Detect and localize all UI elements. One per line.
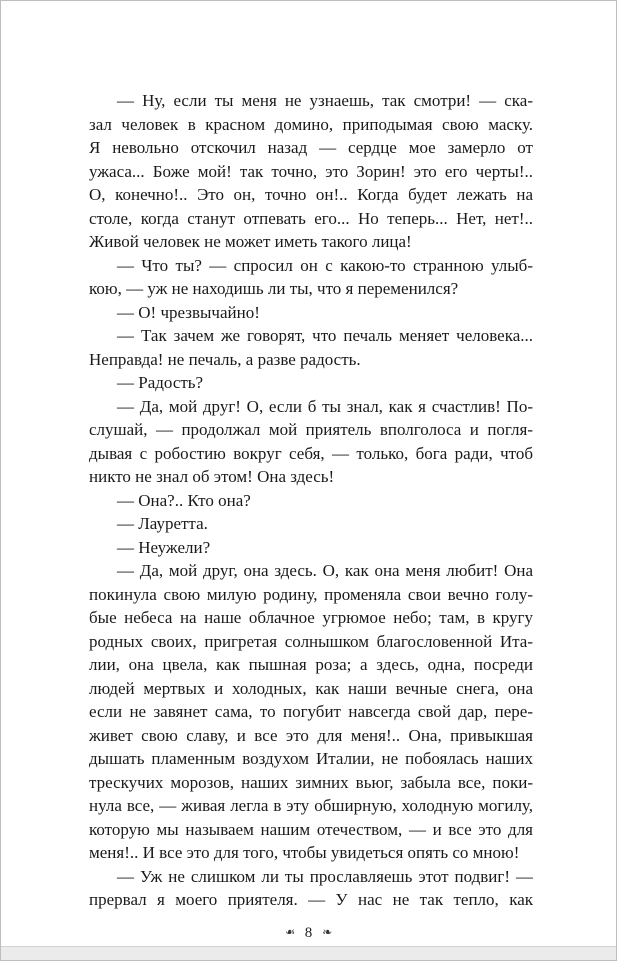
text-line: меня!.. И все это для того, чтобы увидеться опять со мною! bbox=[89, 843, 520, 862]
bottom-bar bbox=[1, 946, 616, 960]
text-line: — Да, мой друг! О, если б ты знал, как я счастлив! По- bbox=[117, 396, 533, 416]
text-line: если не завянет сама, то погубит навсегда свой дар, пере- bbox=[89, 702, 533, 721]
text-line: лии, она цвела, как пышная роза; а здесь, одна, посреди bbox=[89, 655, 533, 674]
text-line: — Ну, если ты меня не узнаешь, так смотри! — ска- bbox=[117, 91, 533, 110]
paragraph bbox=[89, 512, 533, 536]
paragraph bbox=[89, 865, 533, 912]
text-line: — Да, мой друг, она здесь. О, как она меня любит! Она bbox=[117, 561, 533, 580]
text-block bbox=[89, 89, 533, 912]
ornament-left-icon: ❧ bbox=[284, 925, 295, 939]
text-line: дывая с робостию вокруг себя, — только, бога ради, чтоб bbox=[89, 443, 533, 463]
text-line: живет свою славу, и все это для меня!.. Она, привыкшая bbox=[89, 725, 533, 745]
text-line: Неправда! не печаль, а разве радость. bbox=[89, 349, 361, 369]
paragraph bbox=[89, 371, 533, 395]
page-number: 8 bbox=[304, 925, 313, 941]
ornament-right-icon: ❧ bbox=[322, 925, 333, 939]
paragraph bbox=[89, 489, 533, 513]
text-line: — Неужели? bbox=[117, 537, 211, 557]
text-line: зал человек в красном домино, приподымая свою маску. bbox=[89, 114, 533, 134]
text-line: родных своих, пригретая солнышком благословенной Ита- bbox=[89, 631, 533, 651]
paragraph bbox=[89, 559, 533, 865]
text-line: — Радость? bbox=[117, 373, 204, 392]
text-line: дышать пламенным воздухом Италии, не побоялась наших bbox=[89, 749, 533, 768]
text-line: кою, — уж не находишь ли ты, что я переменился? bbox=[89, 279, 459, 298]
text-line: Я невольно отскочил назад — сердце мое замерло от bbox=[89, 138, 533, 157]
text-line: которую мы называем нашим отечеством, — и все это для bbox=[89, 819, 533, 839]
text-line: — Что ты? — спросил он с какою-то странною улыб- bbox=[117, 255, 533, 275]
text-line: никто не знал об этом! Она здесь! bbox=[89, 467, 335, 486]
text-line: ужаса... Боже мой! так точно, это Зорин! это его черты!.. bbox=[89, 161, 533, 181]
paragraph bbox=[89, 324, 533, 371]
paragraph bbox=[89, 395, 533, 489]
text-line: — Лауретта. bbox=[117, 514, 208, 533]
text-line: слушай, — продолжал мой приятель вполголоса и погля- bbox=[89, 420, 533, 439]
text-line: нула все, — живая легла в эту обширную, холодную могилу, bbox=[89, 796, 533, 815]
text-line: людей мертвых и холодных, как наши вечные снега, она bbox=[89, 678, 533, 698]
text-line: трескучих морозов, наших зимних вьюг, забыла все, поки- bbox=[89, 772, 533, 792]
paragraph bbox=[89, 301, 533, 325]
text-line: — Она?.. Кто она? bbox=[117, 490, 251, 510]
text-line: покинула свою милую родину, променяла свои вечно голу- bbox=[89, 584, 533, 604]
paragraph bbox=[89, 536, 533, 560]
text-line: — О! чрезвычайно! bbox=[117, 302, 260, 322]
paragraph bbox=[89, 254, 533, 301]
text-line: — Уж не слишком ли ты прославляешь этот подвиг! — bbox=[117, 866, 533, 886]
text-line: О, конечно!.. Это он, точно он!.. Когда будет лежать на bbox=[89, 185, 533, 204]
footer bbox=[1, 925, 616, 942]
text-line: — Так зачем же говорят, что печаль меняет человека... bbox=[117, 326, 533, 345]
paragraph bbox=[89, 89, 533, 254]
text-line: столе, когда станут отпевать его... Но теперь... Нет, нет!.. bbox=[89, 208, 533, 228]
text-line: бые небеса на наше облачное угрюмое небо; там, в кругу bbox=[89, 608, 533, 627]
text-line: прервал я моего приятеля. — У нас не так тепло, как bbox=[89, 890, 533, 909]
text-line: Живой человек не может иметь такого лица! bbox=[89, 232, 412, 251]
